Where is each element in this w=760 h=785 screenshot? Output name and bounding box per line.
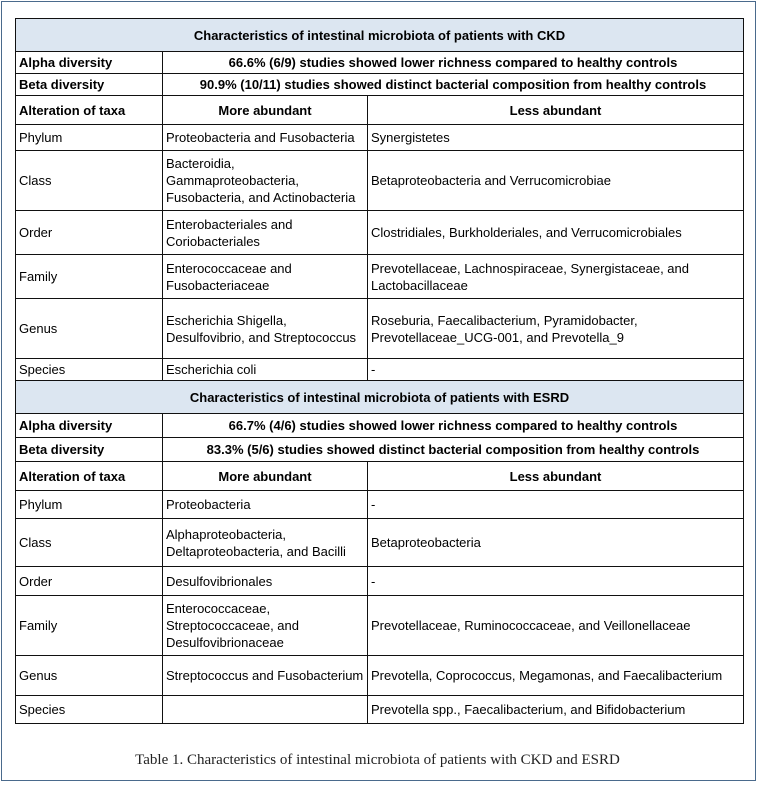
rank-cell: Phylum [16,125,163,151]
less-cell: Roseburia, Faecalibacterium, Pyramidobacter, Prevotellaceae_UCG-001, and Prevotella_9 [368,299,744,359]
rank-cell: Species [16,696,163,724]
less-cell: Prevotellaceae, Lachnospiraceae, Synergistaceae, and Lactobacillaceae [368,255,744,299]
column-header-row [16,462,744,491]
table-row [16,211,744,255]
less-cell: Betaproteobacteria and Verrucomicrobiae [368,151,744,211]
table-row [16,656,744,696]
less-cell: - [368,567,744,596]
microbiota-table [15,18,744,724]
row-label: Beta diversity [16,438,163,462]
more-cell: Proteobacteria and Fusobacteria [163,125,368,151]
header-more: More abundant [163,462,368,491]
less-cell: Prevotellaceae, Ruminococcaceae, and Veillonellaceae [368,596,744,656]
less-cell: Prevotella, Coprococcus, Megamonas, and Faecalibacterium [368,656,744,696]
rank-cell: Phylum [16,491,163,519]
table-row [16,567,744,596]
section-title: Characteristics of intestinal microbiota of patients with ESRD [16,381,744,414]
table-row [16,491,744,519]
less-cell: Betaproteobacteria [368,519,744,567]
less-cell: Clostridiales, Burkholderiales, and Verrucomicrobiales [368,211,744,255]
more-cell: Desulfovibrionales [163,567,368,596]
header-less: Less abundant [368,462,744,491]
row-label: Alpha diversity [16,414,163,438]
more-cell: Escherichia coli [163,359,368,381]
more-cell: Enterococcaceae and Fusobacteriaceae [163,255,368,299]
row-value: 66.6% (6/9) studies showed lower richness compared to healthy controls [163,52,744,74]
rank-cell: Genus [16,299,163,359]
table-row [16,696,744,724]
row-label: Alpha diversity [16,52,163,74]
table-row [16,359,744,381]
alpha-diversity-row [16,52,744,74]
rank-cell: Class [16,151,163,211]
table-row [16,596,744,656]
more-cell: Streptococcus and Fusobacterium [163,656,368,696]
row-value: 66.7% (4/6) studies showed lower richness compared to healthy controls [163,414,744,438]
header-less: Less abundant [368,96,744,125]
header-taxa: Alteration of taxa [16,96,163,125]
more-cell: Alphaproteobacteria, Deltaproteobacteria, and Bacilli [163,519,368,567]
rank-cell: Genus [16,656,163,696]
table-row [16,151,744,211]
header-taxa: Alteration of taxa [16,462,163,491]
table-row [16,125,744,151]
rank-cell: Order [16,567,163,596]
rank-cell: Order [16,211,163,255]
table-row [16,299,744,359]
more-cell: Enterococcaceae, Streptococcaceae, and Desulfovibrionaceae [163,596,368,656]
rank-cell: Family [16,255,163,299]
less-cell: Synergistetes [368,125,744,151]
alpha-diversity-row [16,414,744,438]
row-value: 83.3% (5/6) studies showed distinct bacterial composition from healthy controls [163,438,744,462]
table-row [16,255,744,299]
table-caption: Table 1. Characteristics of intestinal microbiota of patients with CKD and ESRD [135,752,620,768]
rank-cell: Species [16,359,163,381]
more-cell: Escherichia Shigella, Desulfovibrio, and Streptococcus [163,299,368,359]
beta-diversity-row [16,438,744,462]
row-value: 90.9% (10/11) studies showed distinct bacterial composition from healthy controls [163,74,744,96]
header-more: More abundant [163,96,368,125]
table-row [16,519,744,567]
more-cell: Proteobacteria [163,491,368,519]
beta-diversity-row [16,74,744,96]
more-cell [163,696,368,724]
ckd-section-header [16,19,744,52]
more-cell: Bacteroidia, Gammaproteobacteria, Fusobacteria, and Actinobacteria [163,151,368,211]
less-cell: - [368,359,744,381]
row-label: Beta diversity [16,74,163,96]
rank-cell: Family [16,596,163,656]
less-cell: Prevotella spp., Faecalibacterium, and Bifidobacterium [368,696,744,724]
column-header-row [16,96,744,125]
more-cell: Enterobacteriales and Coriobacteriales [163,211,368,255]
rank-cell: Class [16,519,163,567]
less-cell: - [368,491,744,519]
esrd-section-header [16,381,744,414]
section-title: Characteristics of intestinal microbiota of patients with CKD [16,19,744,52]
